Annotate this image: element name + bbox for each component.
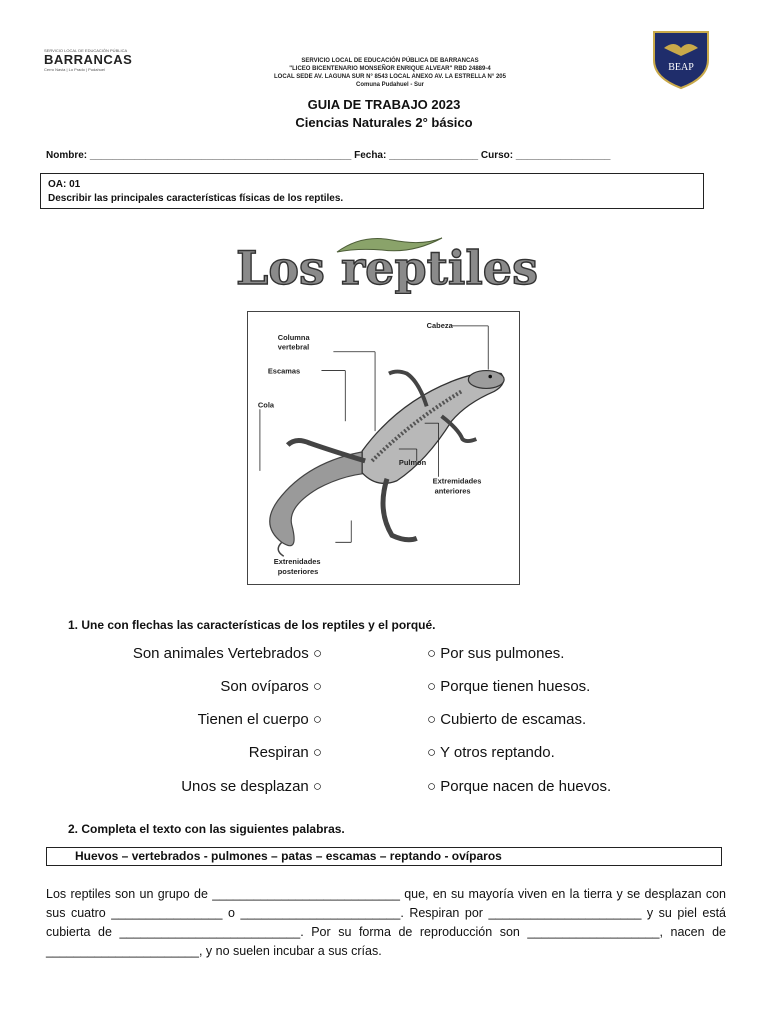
match-left-2[interactable]: Son ovíparos ○: [220, 678, 322, 695]
label-extremidades-anteriores-1: Extremidades: [432, 476, 482, 486]
header-line: LOCAL SEDE AV. LAGUNA SUR N° 8543 LOCAL ANEXO AV. LA ESTRELLA N° 205: [274, 74, 506, 80]
match-right-5[interactable]: ○ Porque nacen de huevos.: [427, 778, 612, 795]
header-line: "LICEO BICENTENARIO MONSEÑOR ENRIQUE ALVEAR" RBD 24889-4: [289, 66, 491, 72]
logo-brand: BARRANCAS: [44, 52, 133, 67]
school-crest-icon: [650, 26, 712, 90]
oa-description: Describir las principales características físicas de los reptiles.: [48, 193, 344, 204]
match-left-3[interactable]: Tienen el cuerpo ○: [197, 711, 322, 728]
worksheet-title: GUIA DE TRABAJO 2023: [307, 97, 461, 112]
crest-text: BEAP: [668, 62, 694, 73]
label-columna-2: vertebral: [277, 342, 310, 352]
nombre-label: Nombre:: [46, 150, 88, 161]
lizard-head-icon: [468, 371, 504, 389]
student-fields: [46, 150, 610, 161]
lizard-body-icon: [362, 373, 503, 484]
match-left-1[interactable]: Son animales Vertebrados ○: [132, 645, 322, 662]
word-bank: Huevos – vertebrados - pulmones – patas – escamas – reptando - ovíparos: [46, 847, 722, 866]
label-cola: Cola: [257, 400, 275, 410]
match-right-3[interactable]: ○ Cubierto de escamas.: [427, 711, 587, 728]
label-escamas: Escamas: [267, 366, 301, 376]
question-1: 1. Une con flechas las características de los reptiles y el porqué.: [68, 618, 436, 632]
fecha-blank[interactable]: ________________: [389, 150, 479, 161]
lizard-diagram: [247, 311, 520, 585]
question-2: 2. Completa el texto con las siguientes palabras.: [68, 822, 345, 836]
worksheet-subtitle: Ciencias Naturales 2° básico: [295, 115, 473, 130]
logo-tagline: Cerro Navia | Lo Prado | Pudahuel: [44, 67, 106, 72]
label-pulmon: Pulmon: [398, 457, 427, 467]
match-left-5[interactable]: Unos se desplazan ○: [181, 778, 322, 795]
barrancas-logo: [44, 48, 156, 74]
match-right-2[interactable]: ○ Porque tienen huesos.: [427, 678, 591, 695]
oa-code: OA: 01: [48, 179, 81, 190]
lizard-tail-icon: [270, 451, 377, 546]
label-extremidades-anteriores-2: anteriores: [434, 486, 471, 496]
curso-label: Curso:: [480, 150, 514, 161]
label-extremidades-posteriores-2: posteriores: [277, 567, 319, 577]
label-extremidades-posteriores-1: Extrenidades: [273, 557, 321, 567]
nombre-blank[interactable]: _______________________________________________: [89, 150, 352, 161]
school-header: [200, 57, 580, 89]
label-cabeza: Cabeza: [426, 320, 453, 330]
label-columna-1: Columna: [277, 332, 310, 342]
curso-blank[interactable]: _________________: [515, 150, 611, 161]
header-line: Comuna Pudahuel - Sur: [355, 82, 424, 88]
header-line: SERVICIO LOCAL DE EDUCACIÓN PÚBLICA DE BARRANCAS: [301, 58, 479, 64]
fecha-label: Fecha:: [354, 150, 387, 161]
topic-title: Los reptiles: [236, 241, 538, 294]
match-right-4[interactable]: ○ Y otros reptando.: [427, 744, 555, 761]
topic-title-art: [232, 232, 542, 294]
match-left-4[interactable]: Respiran ○: [248, 744, 322, 761]
fill-in-paragraph[interactable]: Los reptiles son un grupo de ___________________________ que, en su mayoría viven en la tierra y se desplazan con sus cuatro ________________ o _______________________. Respiran por ______________________ y su piel está cubierta de __________________________. Por su forma de reproducción son ___________________, nacen de ______________________, y no suelen incubar a sus crías.: [46, 887, 726, 958]
match-right-1[interactable]: ○ Por sus pulmones.: [427, 645, 565, 662]
logo-small-text: SERVICIO LOCAL DE EDUCACIÓN PÚBLICA: [44, 48, 128, 53]
learning-objective-box: [40, 173, 704, 209]
